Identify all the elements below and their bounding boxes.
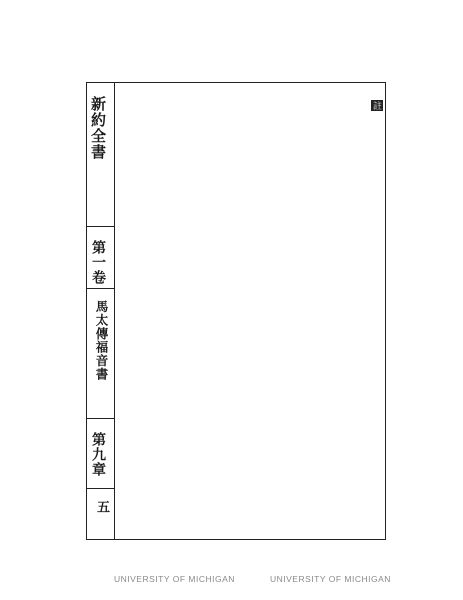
- text-column: [368, 86, 382, 536]
- text-column: [228, 86, 242, 536]
- text-column: [158, 86, 172, 536]
- header-divider: [114, 82, 115, 540]
- header-rule-4: [86, 488, 114, 489]
- text-column: [340, 86, 354, 536]
- annotation-tag: 註: [371, 101, 381, 110]
- text-column: [256, 86, 270, 536]
- text-column: [326, 86, 340, 536]
- book-title: 馬太傳福音書: [94, 300, 109, 381]
- body-text: [116, 86, 382, 536]
- text-column: [312, 86, 326, 536]
- text-column: [270, 86, 284, 536]
- text-column: [284, 86, 298, 536]
- page-number: 五: [94, 500, 109, 514]
- watermark-left: UNIVERSITY OF MICHIGAN: [114, 574, 235, 584]
- header-rule-1: [86, 226, 114, 227]
- chapter-label: 第九章: [90, 432, 106, 477]
- text-column: [354, 86, 368, 536]
- header-rule-3: [86, 418, 114, 419]
- header-rule-2: [86, 288, 114, 289]
- text-column: [144, 86, 158, 536]
- text-column: [298, 86, 312, 536]
- text-column: [214, 86, 228, 536]
- watermark-right: UNIVERSITY OF MICHIGAN: [270, 574, 391, 584]
- text-column: [130, 86, 144, 536]
- text-column: [200, 86, 214, 536]
- running-title: 新約全書: [89, 96, 107, 160]
- text-column: [242, 86, 256, 536]
- text-column: [116, 86, 130, 536]
- text-column: [186, 86, 200, 536]
- volume-label: 第一卷: [90, 240, 106, 285]
- text-column: [172, 86, 186, 536]
